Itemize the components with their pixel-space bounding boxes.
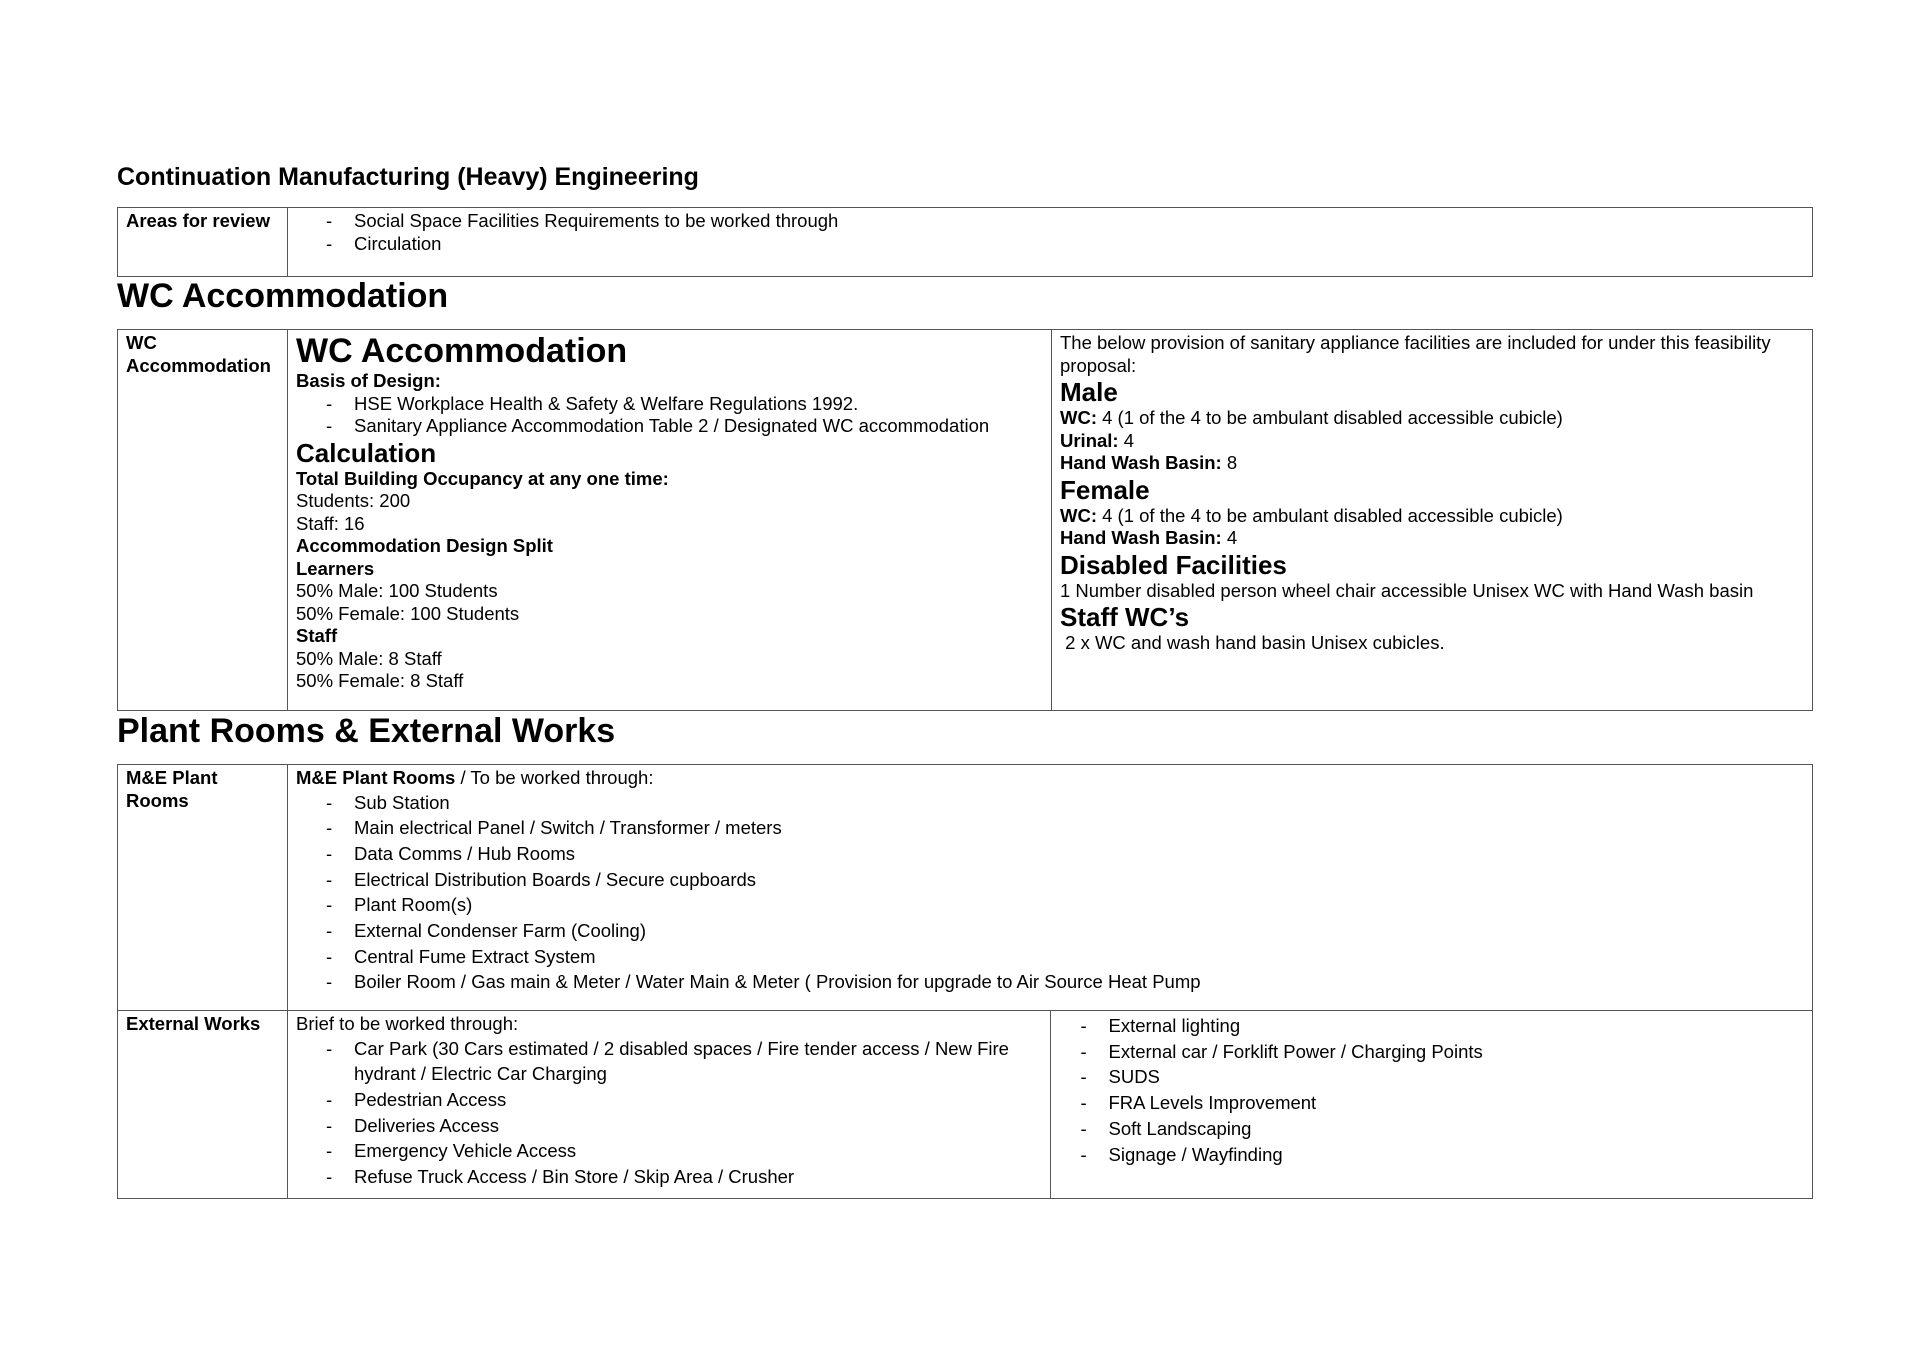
list-item: - Central Fume Extract System: [326, 944, 1804, 970]
learners-male: 50% Male: 100 Students: [296, 580, 498, 601]
list-item: - Deliveries Access: [326, 1113, 1012, 1139]
areas-for-review-label: Areas for review: [118, 208, 288, 277]
list-item: - Refuse Truck Access / Bin Store / Skip Area / Crusher: [326, 1164, 1012, 1190]
list-item: - Sanitary Appliance Accommodation Table 2 / Designated WC accommodation: [326, 415, 1043, 438]
external-works-right-list: [1059, 1013, 1805, 1167]
male-urinal-value: 4: [1118, 429, 1135, 451]
male-urinal-line: [1060, 430, 1804, 453]
external-works-left-list: [296, 1036, 1042, 1190]
list-item: - Pedestrian Access: [326, 1087, 1012, 1113]
staff-wc-heading: Staff WC’s: [1060, 602, 1190, 632]
list-item: - Electrical Distribution Boards / Secure cupboards: [326, 867, 1804, 893]
list-item: - Data Comms / Hub Rooms: [326, 841, 1804, 867]
external-works-label: External Works: [118, 1011, 288, 1199]
list-item: - Soft Landscaping: [1081, 1116, 1805, 1142]
list-item: - Signage / Wayfinding: [1081, 1142, 1805, 1168]
document-title: Continuation Manufacturing (Heavy) Engineering: [117, 163, 699, 191]
plant-rooms-cell: [288, 765, 1813, 1011]
wc-design-cell: [288, 330, 1052, 711]
male-wc-line: [1060, 407, 1804, 430]
wc-design-title: WC Accommodation: [296, 332, 628, 370]
list-item: - Circulation: [326, 233, 1804, 256]
learners-female: 50% Female: 100 Students: [296, 602, 520, 624]
list-item: - Boiler Room / Gas main & Meter / Water Main & Meter ( Provision for upgrade to Air Source Heat Pump: [326, 969, 1804, 995]
list-item: - Car Park (30 Cars estimated / 2 disabled spaces / Fire tender access / New Fire hydrant / Electric Car Charging: [326, 1036, 1012, 1087]
areas-for-review-list: [296, 210, 1804, 255]
external-works-right-cell: [1050, 1011, 1813, 1199]
plant-rooms-list: [296, 790, 1804, 996]
staff-female: 50% Female: 8 Staff: [296, 670, 464, 691]
male-urinal-label: Urinal:: [1060, 429, 1119, 451]
list-item: - Plant Room(s): [326, 892, 1804, 918]
areas-for-review-content: [288, 208, 1813, 277]
staff-count: Staff: 16: [296, 512, 365, 534]
disabled-facilities-heading: Disabled Facilities: [1060, 549, 1287, 580]
plant-section-heading: Plant Rooms & External Works: [117, 712, 616, 750]
occupancy-heading: Total Building Occupancy at any one time:: [296, 467, 669, 489]
list-item: - External car / Forklift Power / Charging Points: [1081, 1039, 1805, 1065]
list-item: - Main electrical Panel / Switch / Transformer / meters: [326, 815, 1804, 841]
female-basin-value: 4: [1221, 527, 1238, 548]
students-count: Students: 200: [296, 490, 411, 511]
plant-rooms-intro-rest: / To be worked through:: [455, 767, 654, 788]
design-split-heading: Accommodation Design Split: [296, 535, 553, 556]
areas-for-review-table: [117, 207, 1813, 277]
basis-of-design-heading: Basis of Design:: [296, 370, 441, 391]
disabled-facilities-text: 1 Number disabled person wheel chair accessible Unisex WC with Hand Wash basin: [1060, 579, 1754, 601]
list-item: - HSE Workplace Health & Safety & Welfare Regulations 1992.: [326, 393, 1043, 416]
list-item: - External Condenser Farm (Cooling): [326, 918, 1804, 944]
male-basin-label: Hand Wash Basin:: [1060, 452, 1222, 473]
staff-male: 50% Male: 8 Staff: [296, 647, 442, 669]
calculation-heading: Calculation: [296, 437, 437, 468]
plant-external-table: [117, 764, 1813, 1199]
male-basin-value: 8: [1221, 452, 1238, 473]
plant-rooms-intro: [296, 767, 1804, 790]
staff-heading: Staff: [296, 625, 338, 646]
list-item: - External lighting: [1081, 1013, 1805, 1039]
female-basin-line: [1060, 527, 1804, 550]
list-item: - Social Space Facilities Requirements to be worked through: [326, 210, 1804, 233]
list-item: - FRA Levels Improvement: [1081, 1090, 1805, 1116]
list-item: - SUDS: [1081, 1064, 1805, 1090]
plant-rooms-label: M&E Plant Rooms: [118, 765, 288, 1011]
wc-accommodation-label: WC Accommodation: [118, 330, 288, 711]
list-item: - Emergency Vehicle Access: [326, 1138, 1012, 1164]
wc-accommodation-table: [117, 329, 1813, 711]
wc-section-heading: WC Accommodation: [117, 277, 449, 315]
sanitary-provision-cell: [1052, 330, 1813, 711]
basis-of-design-list: [296, 393, 1043, 438]
learners-heading: Learners: [296, 557, 375, 579]
male-wc-label: WC:: [1060, 407, 1097, 428]
male-basin-line: [1060, 452, 1804, 475]
plant-rooms-intro-bold: M&E Plant Rooms: [296, 767, 456, 788]
male-heading: Male: [1060, 377, 1118, 407]
female-basin-label: Hand Wash Basin:: [1060, 527, 1222, 548]
external-works-left-cell: [288, 1011, 1051, 1199]
external-works-intro: Brief to be worked through:: [296, 1013, 519, 1034]
male-wc-value: 4 (1 of the 4 to be ambulant disabled accessible cubicle): [1096, 407, 1563, 428]
female-wc-line: [1060, 505, 1804, 528]
female-wc-value: 4 (1 of the 4 to be ambulant disabled accessible cubicle): [1096, 504, 1563, 526]
provision-intro: The below provision of sanitary appliance facilities are included for under this feasibility proposal:: [1060, 332, 1771, 376]
list-item: - Sub Station: [326, 790, 1804, 816]
female-heading: Female: [1060, 474, 1150, 505]
staff-wc-text: 2 x WC and wash hand basin Unisex cubicles.: [1060, 632, 1445, 653]
female-wc-label: WC:: [1060, 504, 1097, 526]
